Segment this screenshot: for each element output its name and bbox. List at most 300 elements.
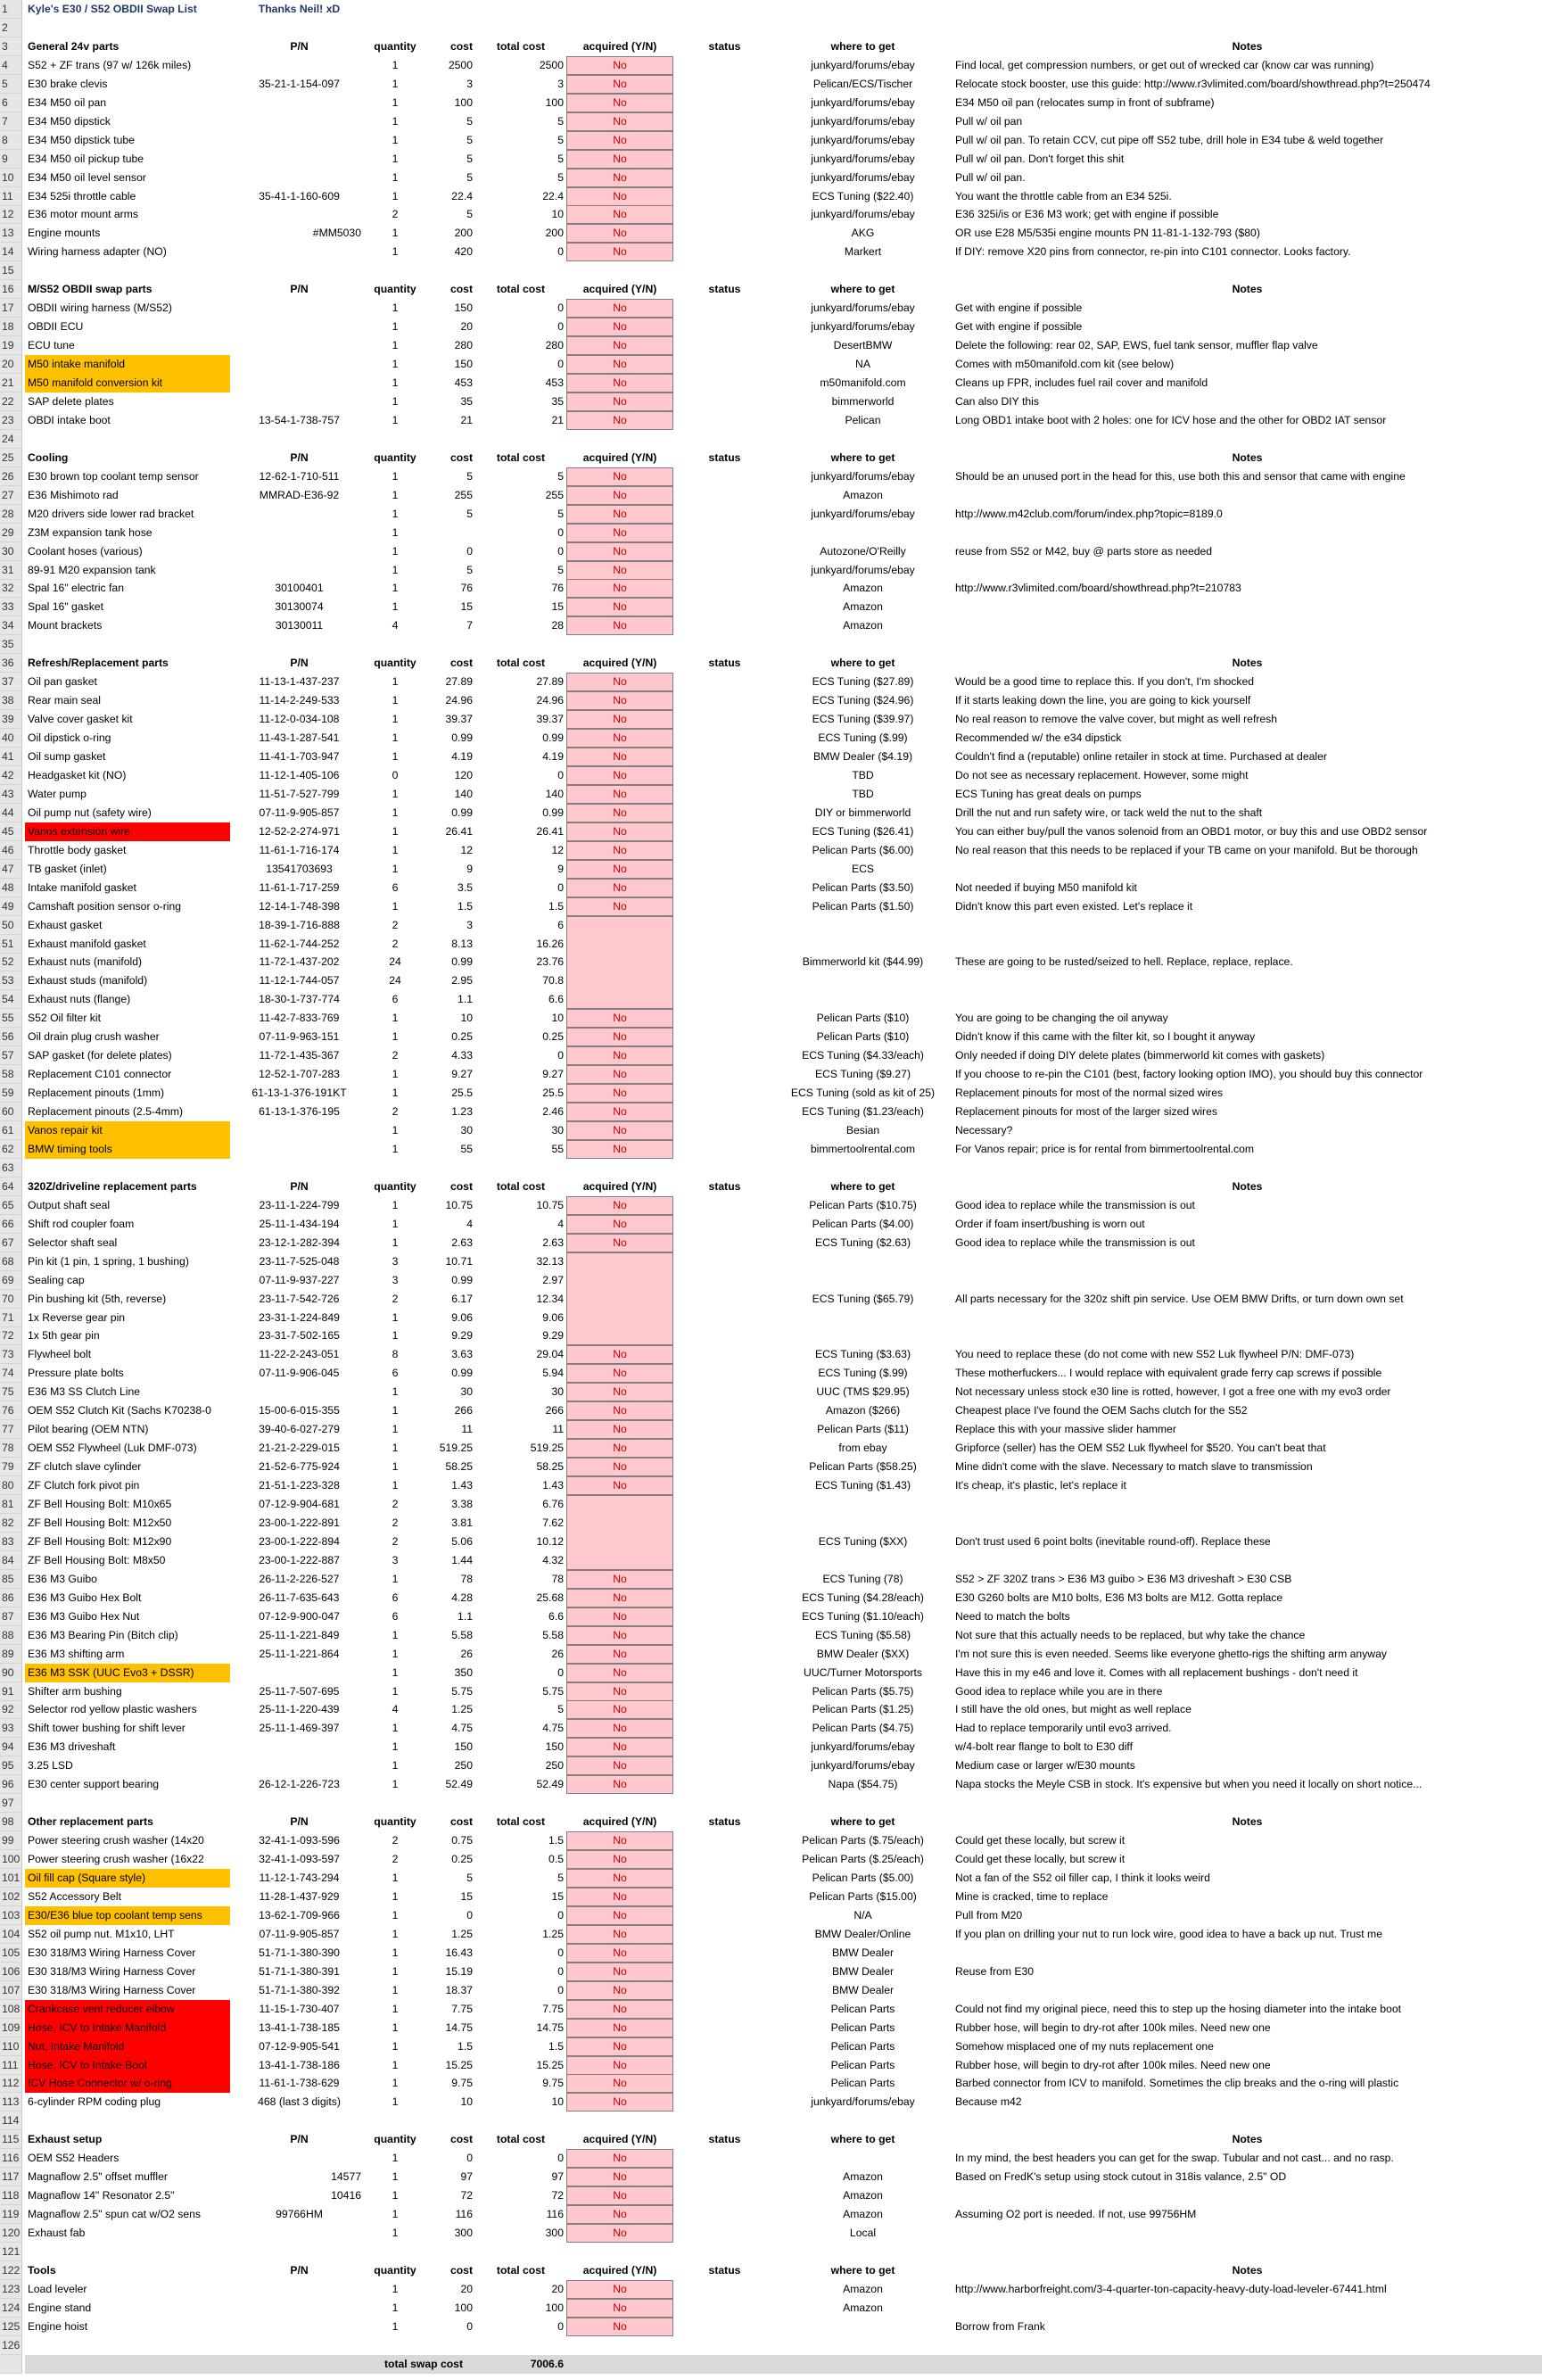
part-name[interactable]: SAP delete plates <box>28 394 114 408</box>
total-cost[interactable]: 0 <box>557 320 564 334</box>
cost[interactable]: 21 <box>460 413 473 426</box>
total-cost[interactable]: 9.06 <box>542 1310 564 1324</box>
where-to-get[interactable]: Pelican Parts ($58.25) <box>809 1460 917 1474</box>
cost[interactable]: 39.37 <box>445 713 473 726</box>
part-name[interactable]: E30 318/M3 Wiring Harness Cover <box>28 1983 196 1996</box>
total-cost[interactable]: 20 <box>551 2282 564 2295</box>
acquired-value[interactable]: No <box>613 2227 627 2240</box>
acquired-value[interactable]: No <box>613 1647 627 1660</box>
row-number[interactable]: 8 <box>0 131 22 150</box>
acquired-value[interactable]: No <box>613 245 627 259</box>
part-name[interactable]: Exhaust studs (manifold) <box>28 974 148 988</box>
cost[interactable]: 11 <box>461 1423 473 1436</box>
part-number[interactable]: 13-41-1-738-185 <box>259 2021 340 2034</box>
total-cost[interactable]: 16.26 <box>536 937 564 950</box>
row-number[interactable]: 52 <box>0 953 22 971</box>
where-to-get[interactable]: ECS Tuning ($XX) <box>818 1534 908 1548</box>
row-number[interactable]: 12 <box>0 205 22 224</box>
acquired-value[interactable]: No <box>613 1628 627 1641</box>
quantity[interactable]: 1 <box>392 843 399 856</box>
part-name[interactable]: Spal 16" electric fan <box>28 582 124 595</box>
part-number[interactable]: 07-12-9-900-047 <box>259 1609 340 1623</box>
where-to-get[interactable] <box>776 524 950 542</box>
part-name[interactable]: Sealing cap <box>28 1273 85 1286</box>
part-number[interactable]: 11-41-1-703-947 <box>259 750 340 763</box>
acquired-value[interactable]: No <box>613 1012 627 1025</box>
row-number[interactable]: 45 <box>0 822 22 841</box>
notes[interactable]: Cleans up FPR, includes fuel rail cover and manifold <box>955 376 1208 389</box>
quantity[interactable]: 1 <box>392 731 399 745</box>
quantity[interactable]: 1 <box>392 1908 399 1921</box>
where-to-get[interactable]: Pelican Parts ($.75/each) <box>802 1834 924 1847</box>
notes[interactable] <box>952 1981 1542 2000</box>
row-number[interactable]: 10 <box>0 169 22 187</box>
acquired-value[interactable]: No <box>613 2039 627 2053</box>
total-cost[interactable]: 280 <box>545 339 564 352</box>
acquired-value[interactable]: No <box>613 1049 627 1062</box>
cost[interactable]: 15.19 <box>445 1964 473 1978</box>
acquired-value[interactable]: No <box>613 1778 627 1791</box>
row-number[interactable]: 38 <box>0 691 22 710</box>
part-number[interactable]: 39-40-6-027-279 <box>259 1423 340 1436</box>
where-to-get[interactable]: Amazon <box>843 2301 883 2314</box>
part-number[interactable]: 25-11-1-469-397 <box>259 1722 340 1735</box>
row-number[interactable]: 91 <box>0 1682 22 1701</box>
acquired-value[interactable]: No <box>613 1404 627 1417</box>
where-to-get[interactable]: junkyard/forums/ebay <box>811 507 915 520</box>
part-name[interactable]: Exhaust nuts (manifold) <box>28 955 143 969</box>
row-number[interactable]: 116 <box>0 2149 22 2168</box>
cost[interactable]: 5 <box>466 133 473 146</box>
acquired-value[interactable]: No <box>613 619 627 632</box>
cost[interactable]: 420 <box>454 245 473 259</box>
quantity[interactable]: 1 <box>392 1124 399 1136</box>
part-number[interactable]: 23-00-1-222-891 <box>259 1516 340 1529</box>
cost[interactable]: 0.99 <box>451 731 473 745</box>
acquired-value[interactable]: No <box>613 806 627 819</box>
part-number[interactable]: MMRAD-E36-92 <box>259 488 340 501</box>
quantity[interactable]: 3 <box>392 1254 399 1268</box>
part-name[interactable]: OBDII wiring harness (M/S52) <box>28 302 172 315</box>
part-name[interactable]: E36 M3 driveshaft <box>28 1740 116 1754</box>
notes[interactable]: You need to replace these (do not come with new S52 Luk flywheel P/N: DMF-073) <box>955 1348 1355 1361</box>
part-number[interactable]: 11-13-1-437-237 <box>259 675 340 689</box>
notes[interactable]: Replace this with your massive slider hammer <box>955 1423 1176 1436</box>
where-to-get[interactable]: ECS Tuning ($1.10/each) <box>802 1609 924 1623</box>
part-number[interactable]: 26-11-2-226-527 <box>259 1572 340 1585</box>
cost[interactable]: 3.5 <box>458 880 473 894</box>
total-cost[interactable]: 0 <box>557 525 564 539</box>
total-cost[interactable]: 5.75 <box>542 1684 564 1698</box>
quantity[interactable]: 24 <box>389 955 401 969</box>
notes[interactable]: http://www.m42club.com/forum/index.php?topic=8189.0 <box>955 507 1223 520</box>
acquired-value[interactable]: No <box>613 713 627 726</box>
quantity[interactable]: 1 <box>392 675 399 689</box>
acquired-value[interactable]: No <box>613 768 627 781</box>
row-number[interactable]: 78 <box>0 1439 22 1458</box>
cost[interactable]: 20 <box>460 2282 473 2295</box>
row-number[interactable]: 1 <box>0 0 22 19</box>
part-number[interactable] <box>230 150 368 169</box>
part-number[interactable]: 25-11-1-434-194 <box>259 1217 340 1230</box>
quantity[interactable]: 1 <box>392 1964 399 1978</box>
part-name[interactable]: Replacement pinouts (2.5-4mm) <box>28 1105 184 1119</box>
acquired-value[interactable]: No <box>613 2021 627 2034</box>
part-number[interactable] <box>230 542 368 561</box>
total-cost[interactable]: 0 <box>557 2152 564 2165</box>
quantity[interactable]: 1 <box>392 1759 399 1773</box>
total-cost[interactable]: 140 <box>545 787 564 800</box>
notes[interactable]: Napa stocks the Meyle CSB in stock. It's expensive but when you need it locally on short notice... <box>955 1778 1422 1791</box>
notes[interactable]: Pull w/ oil pan. <box>955 170 1026 184</box>
row-number[interactable]: 65 <box>0 1196 22 1215</box>
part-number[interactable]: 14577 <box>331 2170 361 2184</box>
part-number[interactable]: 35-21-1-154-097 <box>259 77 340 90</box>
where-to-get[interactable]: Pelican <box>845 413 881 426</box>
cost[interactable]: 0.99 <box>451 1273 473 1286</box>
part-number[interactable]: 11-72-1-435-367 <box>259 1049 340 1062</box>
quantity[interactable]: 1 <box>392 358 399 371</box>
part-name[interactable]: Flywheel bolt <box>28 1348 92 1361</box>
quantity[interactable]: 1 <box>392 1423 399 1436</box>
notes[interactable]: Comes with m50manifold.com kit (see below) <box>955 358 1175 371</box>
where-to-get[interactable]: Napa ($54.75) <box>828 1778 898 1791</box>
part-name[interactable]: Mount brackets <box>28 619 103 632</box>
row-number[interactable]: 55 <box>0 1009 22 1028</box>
quantity[interactable]: 6 <box>392 1609 399 1623</box>
part-number[interactable]: 23-11-7-542-726 <box>259 1292 340 1305</box>
quantity[interactable]: 1 <box>392 1329 399 1343</box>
acquired-value[interactable]: No <box>613 2189 627 2202</box>
cost[interactable]: 2.63 <box>451 1235 473 1249</box>
part-name[interactable]: OEM S52 Flywheel (Luk DMF-073) <box>28 1442 197 1455</box>
notes[interactable]: In my mind, the best headers you can get for the swap. Tubular and not cast... and no rasp. <box>955 2152 1394 2165</box>
row-number[interactable]: 82 <box>0 1514 22 1533</box>
cost[interactable]: 5.06 <box>451 1534 473 1548</box>
quantity[interactable]: 1 <box>392 1628 399 1641</box>
where-to-get[interactable]: Pelican Parts ($3.50) <box>812 880 914 894</box>
notes[interactable]: Pull from M20 <box>955 1908 1023 1921</box>
notes[interactable]: If DIY: remove X20 pins from connector, re-pin into C101 connector. Looks factory. <box>955 245 1351 259</box>
where-to-get[interactable]: ECS Tuning ($39.97) <box>812 713 914 726</box>
acquired-value[interactable]: No <box>613 582 627 595</box>
part-number[interactable]: 30130011 <box>275 619 324 632</box>
acquired-value[interactable]: No <box>613 189 627 202</box>
part-name[interactable]: E36 M3 Bearing Pin (Bitch clip) <box>28 1628 178 1641</box>
quantity[interactable]: 1 <box>392 1889 399 1903</box>
where-to-get[interactable]: junkyard/forums/ebay <box>811 152 915 165</box>
notes[interactable]: It's cheap, it's plastic, let's replace it <box>955 1479 1126 1492</box>
cost[interactable]: 24.96 <box>445 694 473 707</box>
cost[interactable]: 76 <box>460 582 473 595</box>
part-number[interactable]: 30100401 <box>275 582 324 595</box>
where-to-get[interactable]: ECS Tuning (78) <box>822 1572 903 1585</box>
part-number[interactable]: 07-12-9-905-541 <box>259 2039 340 2053</box>
cost[interactable]: 4 <box>466 1217 473 1230</box>
cost[interactable]: 26.41 <box>445 824 473 838</box>
cost[interactable]: 453 <box>454 376 473 389</box>
part-name[interactable]: E36 M3 Guibo Hex Nut <box>28 1609 140 1623</box>
quantity[interactable]: 1 <box>392 544 399 558</box>
part-number[interactable]: 99766HM <box>276 2208 323 2221</box>
row-number[interactable]: 13 <box>0 224 22 243</box>
row-number[interactable]: 15 <box>0 261 22 280</box>
notes[interactable]: Long OBD1 intake boot with 2 holes: one for ICV hose and the other for OBD2 IAT sensor <box>955 413 1387 426</box>
quantity[interactable]: 1 <box>392 824 399 838</box>
row-number[interactable]: 9 <box>0 150 22 169</box>
quantity[interactable]: 3 <box>392 1273 399 1286</box>
cost[interactable]: 3 <box>466 918 473 931</box>
quantity[interactable]: 1 <box>392 1235 399 1249</box>
part-name[interactable]: Hose, ICV to Intake Manifold <box>25 2019 230 2037</box>
cost[interactable]: 250 <box>454 1759 473 1773</box>
cost[interactable]: 519.25 <box>439 1442 473 1455</box>
quantity[interactable]: 1 <box>392 862 399 875</box>
acquired-value[interactable]: No <box>613 469 627 483</box>
quantity[interactable]: 1 <box>392 2039 399 2053</box>
quantity[interactable]: 1 <box>392 1872 399 1884</box>
where-to-get[interactable]: junkyard/forums/ebay <box>811 469 915 483</box>
row-number[interactable]: 30 <box>0 542 22 561</box>
row-number[interactable]: 39 <box>0 710 22 729</box>
where-to-get[interactable]: DesertBMW <box>833 339 893 352</box>
total-cost[interactable]: 5 <box>557 152 564 165</box>
row-number[interactable]: 87 <box>0 1607 22 1626</box>
quantity[interactable]: 1 <box>392 2077 399 2090</box>
part-number[interactable]: 12-52-2-274-971 <box>259 824 340 838</box>
total-cost[interactable]: 12 <box>551 843 564 856</box>
part-name[interactable]: Shift rod coupler foam <box>28 1217 135 1230</box>
row-number[interactable]: 22 <box>0 393 22 411</box>
where-to-get[interactable]: m50manifold.com <box>820 376 906 389</box>
cost[interactable]: 1.25 <box>451 1927 473 1940</box>
cost[interactable]: 14.75 <box>445 2021 473 2034</box>
cost[interactable]: 35 <box>460 394 473 408</box>
quantity[interactable]: 1 <box>392 507 399 520</box>
part-number[interactable]: 12-14-1-748-398 <box>259 899 340 913</box>
quantity[interactable]: 2 <box>392 918 399 931</box>
total-cost[interactable]: 15 <box>551 1889 564 1903</box>
total-cost[interactable]: 2.97 <box>542 1273 564 1286</box>
quantity[interactable]: 1 <box>392 1946 399 1959</box>
row-number[interactable]: 120 <box>0 2224 22 2243</box>
part-name[interactable]: E34 525i throttle cable <box>28 189 136 202</box>
acquired-value[interactable]: No <box>613 787 627 800</box>
total-cost[interactable]: 4.19 <box>542 750 564 763</box>
part-number[interactable]: 23-12-1-282-394 <box>259 1235 340 1249</box>
row-number[interactable]: 11 <box>0 187 22 206</box>
part-name[interactable]: Engine stand <box>28 2301 92 2314</box>
quantity[interactable]: 1 <box>392 320 399 334</box>
quantity[interactable]: 1 <box>392 189 399 202</box>
part-name[interactable]: 89-91 M20 expansion tank <box>28 563 156 576</box>
quantity[interactable]: 2 <box>392 208 399 221</box>
total-cost[interactable]: 76 <box>551 582 564 595</box>
part-name[interactable]: Magnaflow 14" Resonator 2.5" <box>28 2189 175 2202</box>
cost[interactable]: 0 <box>466 2152 473 2165</box>
notes[interactable] <box>952 616 1542 635</box>
part-number[interactable]: 25-11-1-220-439 <box>259 1703 340 1716</box>
total-cost[interactable]: 453 <box>545 376 564 389</box>
where-to-get[interactable]: ECS Tuning ($1.43) <box>814 1479 911 1492</box>
total-cost[interactable]: 7.75 <box>542 2002 564 2015</box>
part-number[interactable] <box>230 336 368 355</box>
row-number[interactable]: 62 <box>0 1140 22 1159</box>
notes[interactable]: Would be a good time to replace this. If you don't, I'm shocked <box>955 675 1255 689</box>
cost[interactable]: 150 <box>454 302 473 315</box>
notes[interactable]: I still have the old ones, but might as well replace <box>955 1703 1192 1716</box>
notes[interactable]: Because m42 <box>955 2095 1022 2109</box>
notes[interactable]: No real reason that this needs to be replaced if your TB came on your manifold. But be thorough <box>955 843 1418 856</box>
quantity[interactable]: 1 <box>392 77 399 90</box>
acquired-value[interactable]: No <box>613 358 627 371</box>
row-number[interactable]: 66 <box>0 1215 22 1234</box>
cost[interactable]: 52.49 <box>445 1778 473 1791</box>
row-number[interactable]: 86 <box>0 1589 22 1607</box>
total-cost[interactable]: 25.5 <box>542 1087 564 1100</box>
part-name[interactable]: Replacement pinouts (1mm) <box>28 1087 165 1100</box>
total-cost[interactable]: 10 <box>551 1012 564 1025</box>
part-number[interactable]: 07-11-9-937-227 <box>259 1273 340 1286</box>
row-number[interactable]: 69 <box>0 1271 22 1290</box>
part-name[interactable]: Exhaust gasket <box>28 918 103 931</box>
cost[interactable]: 6.17 <box>451 1292 473 1305</box>
row-number[interactable]: 31 <box>0 561 22 580</box>
part-number[interactable]: 11-12-1-744-057 <box>259 974 340 988</box>
part-number[interactable]: 12-62-1-710-511 <box>259 469 340 483</box>
part-number[interactable]: 11-62-1-744-252 <box>259 937 340 950</box>
notes[interactable] <box>952 2299 1542 2318</box>
quantity[interactable]: 6 <box>392 1591 399 1604</box>
total-cost[interactable]: 5.58 <box>542 1628 564 1641</box>
notes[interactable]: Can also DIY this <box>955 394 1039 408</box>
total-cost[interactable]: 21 <box>551 413 564 426</box>
where-to-get[interactable]: ECS Tuning ($1.23/each) <box>802 1105 924 1119</box>
acquired-cell-merged[interactable] <box>566 1495 673 1570</box>
where-to-get[interactable]: AKG <box>851 227 875 240</box>
total-cost[interactable]: 10.75 <box>536 1198 564 1211</box>
part-name[interactable]: Exhaust nuts (flange) <box>28 993 131 1006</box>
row-number[interactable]: 119 <box>0 2205 22 2224</box>
quantity[interactable]: 1 <box>392 1778 399 1791</box>
where-to-get[interactable]: Amazon <box>843 600 883 614</box>
cost[interactable]: 140 <box>454 787 473 800</box>
notes[interactable]: Have this in my e46 and love it. Comes with all replacement bushings - don't need it <box>955 1665 1358 1679</box>
part-name[interactable]: Replacement C101 connector <box>28 1068 172 1081</box>
where-to-get[interactable]: ECS Tuning (sold as kit of 25) <box>790 1087 936 1100</box>
notes[interactable]: Didn't know this part even existed. Let's replace it <box>955 899 1193 913</box>
cost[interactable]: 3.81 <box>451 1516 473 1529</box>
total-cost[interactable]: 30 <box>551 1385 564 1399</box>
part-number[interactable] <box>230 2280 368 2299</box>
part-number[interactable]: #MM5030 <box>312 227 361 240</box>
part-name[interactable]: Pilot bearing (OEM NTN) <box>28 1423 149 1436</box>
cost[interactable]: 15.25 <box>445 2058 473 2071</box>
notes[interactable]: Pull w/ oil pan. To retain CCV, cut pipe off S52 tube, drill hole in E34 tube & weld together <box>955 133 1384 146</box>
where-to-get[interactable]: Pelican Parts ($10) <box>816 1030 910 1044</box>
total-cost[interactable]: 2.46 <box>542 1105 564 1119</box>
where-to-get[interactable]: BMW Dealer <box>831 1946 895 1959</box>
part-number[interactable] <box>230 355 368 374</box>
total-cost[interactable]: 255 <box>545 488 564 501</box>
part-number[interactable]: 21-52-6-775-924 <box>259 1460 340 1474</box>
total-cost[interactable]: 25.68 <box>536 1591 564 1604</box>
part-name[interactable]: ICV Hose Connector w/ o-ring <box>25 2074 230 2093</box>
acquired-value[interactable]: No <box>613 843 627 856</box>
notes[interactable]: Pull w/ oil pan <box>955 114 1023 128</box>
total-cost[interactable]: 9.75 <box>542 2077 564 2090</box>
cost[interactable]: 4.28 <box>451 1591 473 1604</box>
total-cost[interactable]: 0 <box>557 1049 564 1062</box>
notes[interactable]: Could not find my original piece, need this to step up the hosing diameter into the intake boot <box>955 2002 1402 2015</box>
quantity[interactable]: 2 <box>392 1834 399 1847</box>
where-to-get[interactable]: BMW Dealer/Online <box>814 1927 911 1940</box>
total-cost[interactable]: 0 <box>557 768 564 781</box>
notes[interactable]: E30 G260 bolts are M10 bolts, E36 M3 bolts are M12. Gotta replace <box>955 1591 1283 1604</box>
notes[interactable]: Good idea to replace while the transmission is out <box>955 1198 1195 1211</box>
total-cost[interactable]: 5 <box>557 114 564 128</box>
notes[interactable]: Should be an unused port in the head for this, use both this and sensor that came with engine <box>955 469 1406 483</box>
quantity[interactable]: 2 <box>392 1049 399 1062</box>
part-name[interactable]: Camshaft position sensor o-ring <box>28 899 182 913</box>
part-name[interactable]: Exhaust manifold gasket <box>28 937 146 950</box>
cost[interactable]: 5 <box>466 152 473 165</box>
total-cost[interactable]: 70.8 <box>542 974 564 988</box>
quantity[interactable]: 1 <box>392 600 399 614</box>
row-number[interactable]: 21 <box>0 374 22 393</box>
notes[interactable]: Relocate stock booster, use this guide: http://www.r3vlimited.com/board/showthread.php?t=250474 <box>955 77 1431 90</box>
part-name[interactable]: E30 318/M3 Wiring Harness Cover <box>28 1964 196 1978</box>
quantity[interactable]: 1 <box>392 170 399 184</box>
cost[interactable]: 0.99 <box>451 955 473 969</box>
notes[interactable]: Reuse from E30 <box>955 1964 1035 1978</box>
total-cost[interactable]: 0 <box>557 1983 564 1996</box>
part-number[interactable]: 25-11-7-507-695 <box>259 1684 340 1698</box>
cost[interactable]: 0.25 <box>451 1853 473 1866</box>
cost[interactable]: 4.75 <box>451 1722 473 1735</box>
total-cost[interactable]: 5 <box>557 1872 564 1884</box>
total-cost[interactable]: 11 <box>552 1423 564 1436</box>
row-number[interactable]: 18 <box>0 318 22 336</box>
part-name[interactable]: Load leveler <box>28 2282 87 2295</box>
total-cost[interactable]: 2.63 <box>542 1235 564 1249</box>
row-number[interactable]: 81 <box>0 1495 22 1514</box>
where-to-get[interactable]: from ebay <box>838 1442 887 1455</box>
cost[interactable]: 2500 <box>448 58 473 71</box>
notes[interactable]: Medium case or larger w/E30 mounts <box>955 1759 1135 1773</box>
cost[interactable]: 26 <box>460 1647 473 1660</box>
quantity[interactable]: 1 <box>392 1087 399 1100</box>
cost[interactable]: 120 <box>454 768 473 781</box>
acquired-value[interactable]: No <box>613 1834 627 1847</box>
where-to-get[interactable]: Pelican Parts <box>830 2077 895 2090</box>
part-number[interactable]: 51-71-1-380-392 <box>259 1983 340 1996</box>
row-number[interactable]: 46 <box>0 841 22 860</box>
row-number[interactable]: 54 <box>0 990 22 1009</box>
notes[interactable] <box>952 2224 1542 2243</box>
cost[interactable]: 266 <box>454 1404 473 1417</box>
cost[interactable]: 150 <box>454 358 473 371</box>
acquired-value[interactable]: No <box>613 1385 627 1399</box>
part-number[interactable]: 26-11-7-635-643 <box>259 1591 340 1604</box>
total-cost[interactable]: 2500 <box>539 58 564 71</box>
total-cost[interactable]: 10.12 <box>536 1534 564 1548</box>
where-to-get[interactable]: ECS Tuning ($22.40) <box>812 189 914 202</box>
part-name[interactable]: OBDII ECU <box>28 320 84 334</box>
acquired-value[interactable]: No <box>613 544 627 558</box>
acquired-value[interactable]: No <box>613 2077 627 2090</box>
part-name[interactable]: Oil pan gasket <box>28 675 97 689</box>
